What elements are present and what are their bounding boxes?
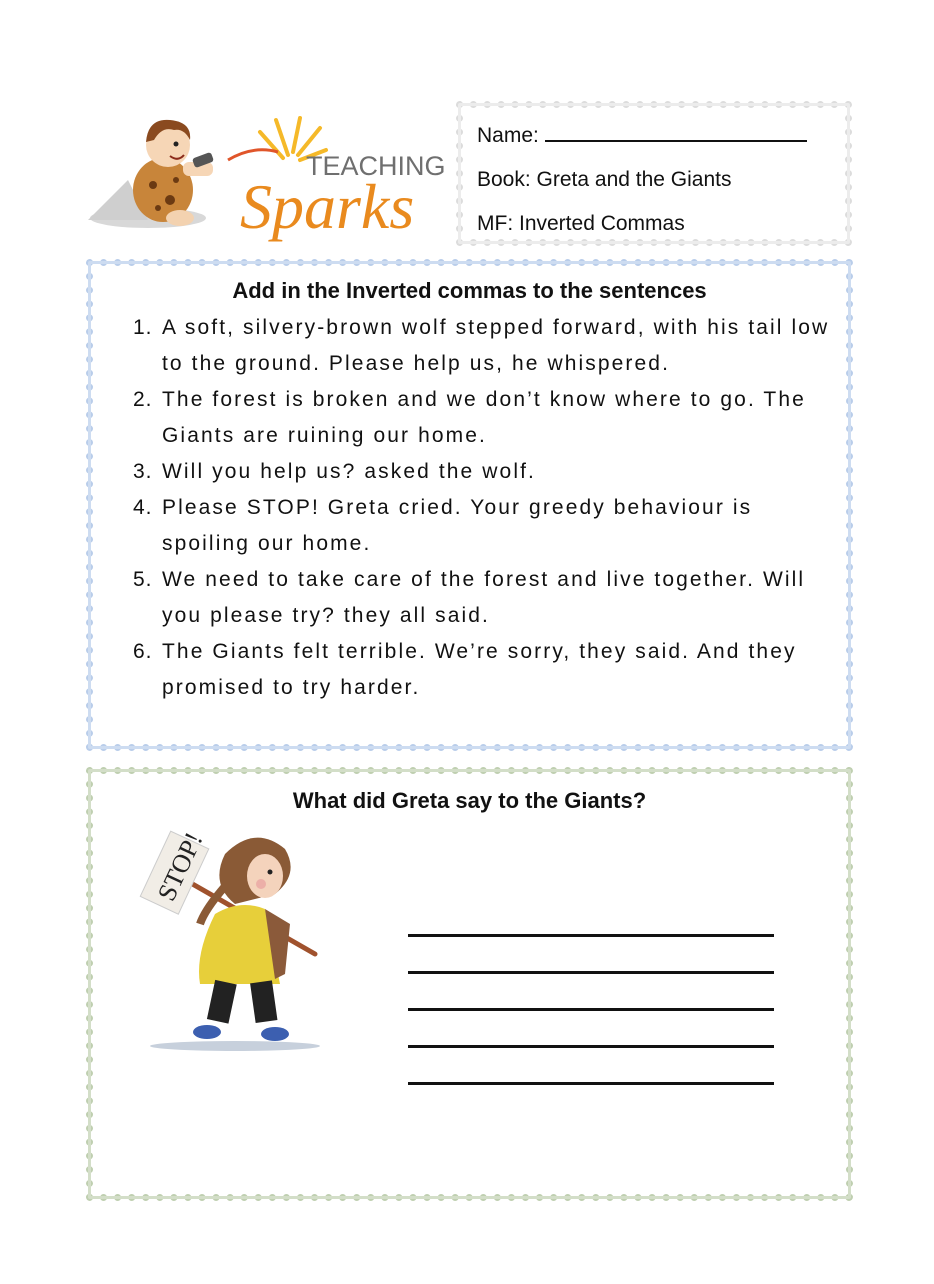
question-number: 1. — [133, 316, 153, 339]
question-item — [133, 490, 833, 562]
question-text: The forest is broken and we don’t know where to go. The Giants are ruining our home. — [162, 388, 806, 447]
name-field[interactable] — [477, 118, 831, 162]
answer-line[interactable] — [408, 1045, 774, 1048]
svg-text:STOP!: STOP! — [151, 827, 209, 906]
question-text: A soft, silvery-brown wolf stepped forward, with his tail low to the ground. Please help us, he whispered. — [162, 316, 830, 375]
svg-text:Sparks: Sparks — [240, 171, 415, 242]
answer-box — [86, 767, 853, 1201]
teaching-sparks-logo — [88, 100, 448, 245]
question-item — [133, 382, 833, 454]
question-text: We need to take care of the forest and live together. Will you please try? they all said. — [162, 568, 806, 627]
svg-text:TEACHING: TEACHING — [306, 151, 446, 181]
answer-line[interactable] — [408, 1008, 774, 1011]
question-text: Will you help us? asked the wolf. — [162, 460, 536, 483]
question-text: The Giants felt terrible. We’re sorry, they said. And they promised to try harder. — [162, 640, 797, 699]
questions-title: Add in the Inverted commas to the sentences — [232, 278, 707, 303]
answer-title: What did Greta say to the Giants? — [292, 788, 647, 813]
question-number: 5. — [133, 568, 153, 591]
question-item — [133, 310, 833, 382]
answer-line[interactable] — [408, 971, 774, 974]
question-number: 6. — [133, 640, 153, 663]
greta-stop-sign-icon — [115, 814, 365, 1064]
question-number: 3. — [133, 460, 153, 483]
questions-box — [86, 259, 853, 751]
question-number: 2. — [133, 388, 153, 411]
student-info-box — [456, 101, 852, 246]
question-item — [133, 562, 833, 634]
question-item — [133, 634, 833, 706]
caveman-logo-icon — [88, 100, 448, 245]
answer-line[interactable] — [408, 1082, 774, 1085]
name-blank-line[interactable] — [545, 118, 807, 142]
question-text: Please STOP! Greta cried. Your greedy behaviour is spoiling our home. — [162, 496, 753, 555]
greta-illustration — [115, 814, 365, 1064]
question-item — [133, 454, 833, 490]
name-label: Name: — [477, 124, 539, 147]
book-label: Book: Greta and the Giants — [477, 168, 732, 191]
questions-list — [133, 310, 833, 706]
answer-line[interactable] — [408, 934, 774, 937]
question-number: 4. — [133, 496, 153, 519]
mf-label: MF: Inverted Commas — [477, 212, 685, 235]
answer-writing-lines[interactable] — [408, 934, 774, 1119]
